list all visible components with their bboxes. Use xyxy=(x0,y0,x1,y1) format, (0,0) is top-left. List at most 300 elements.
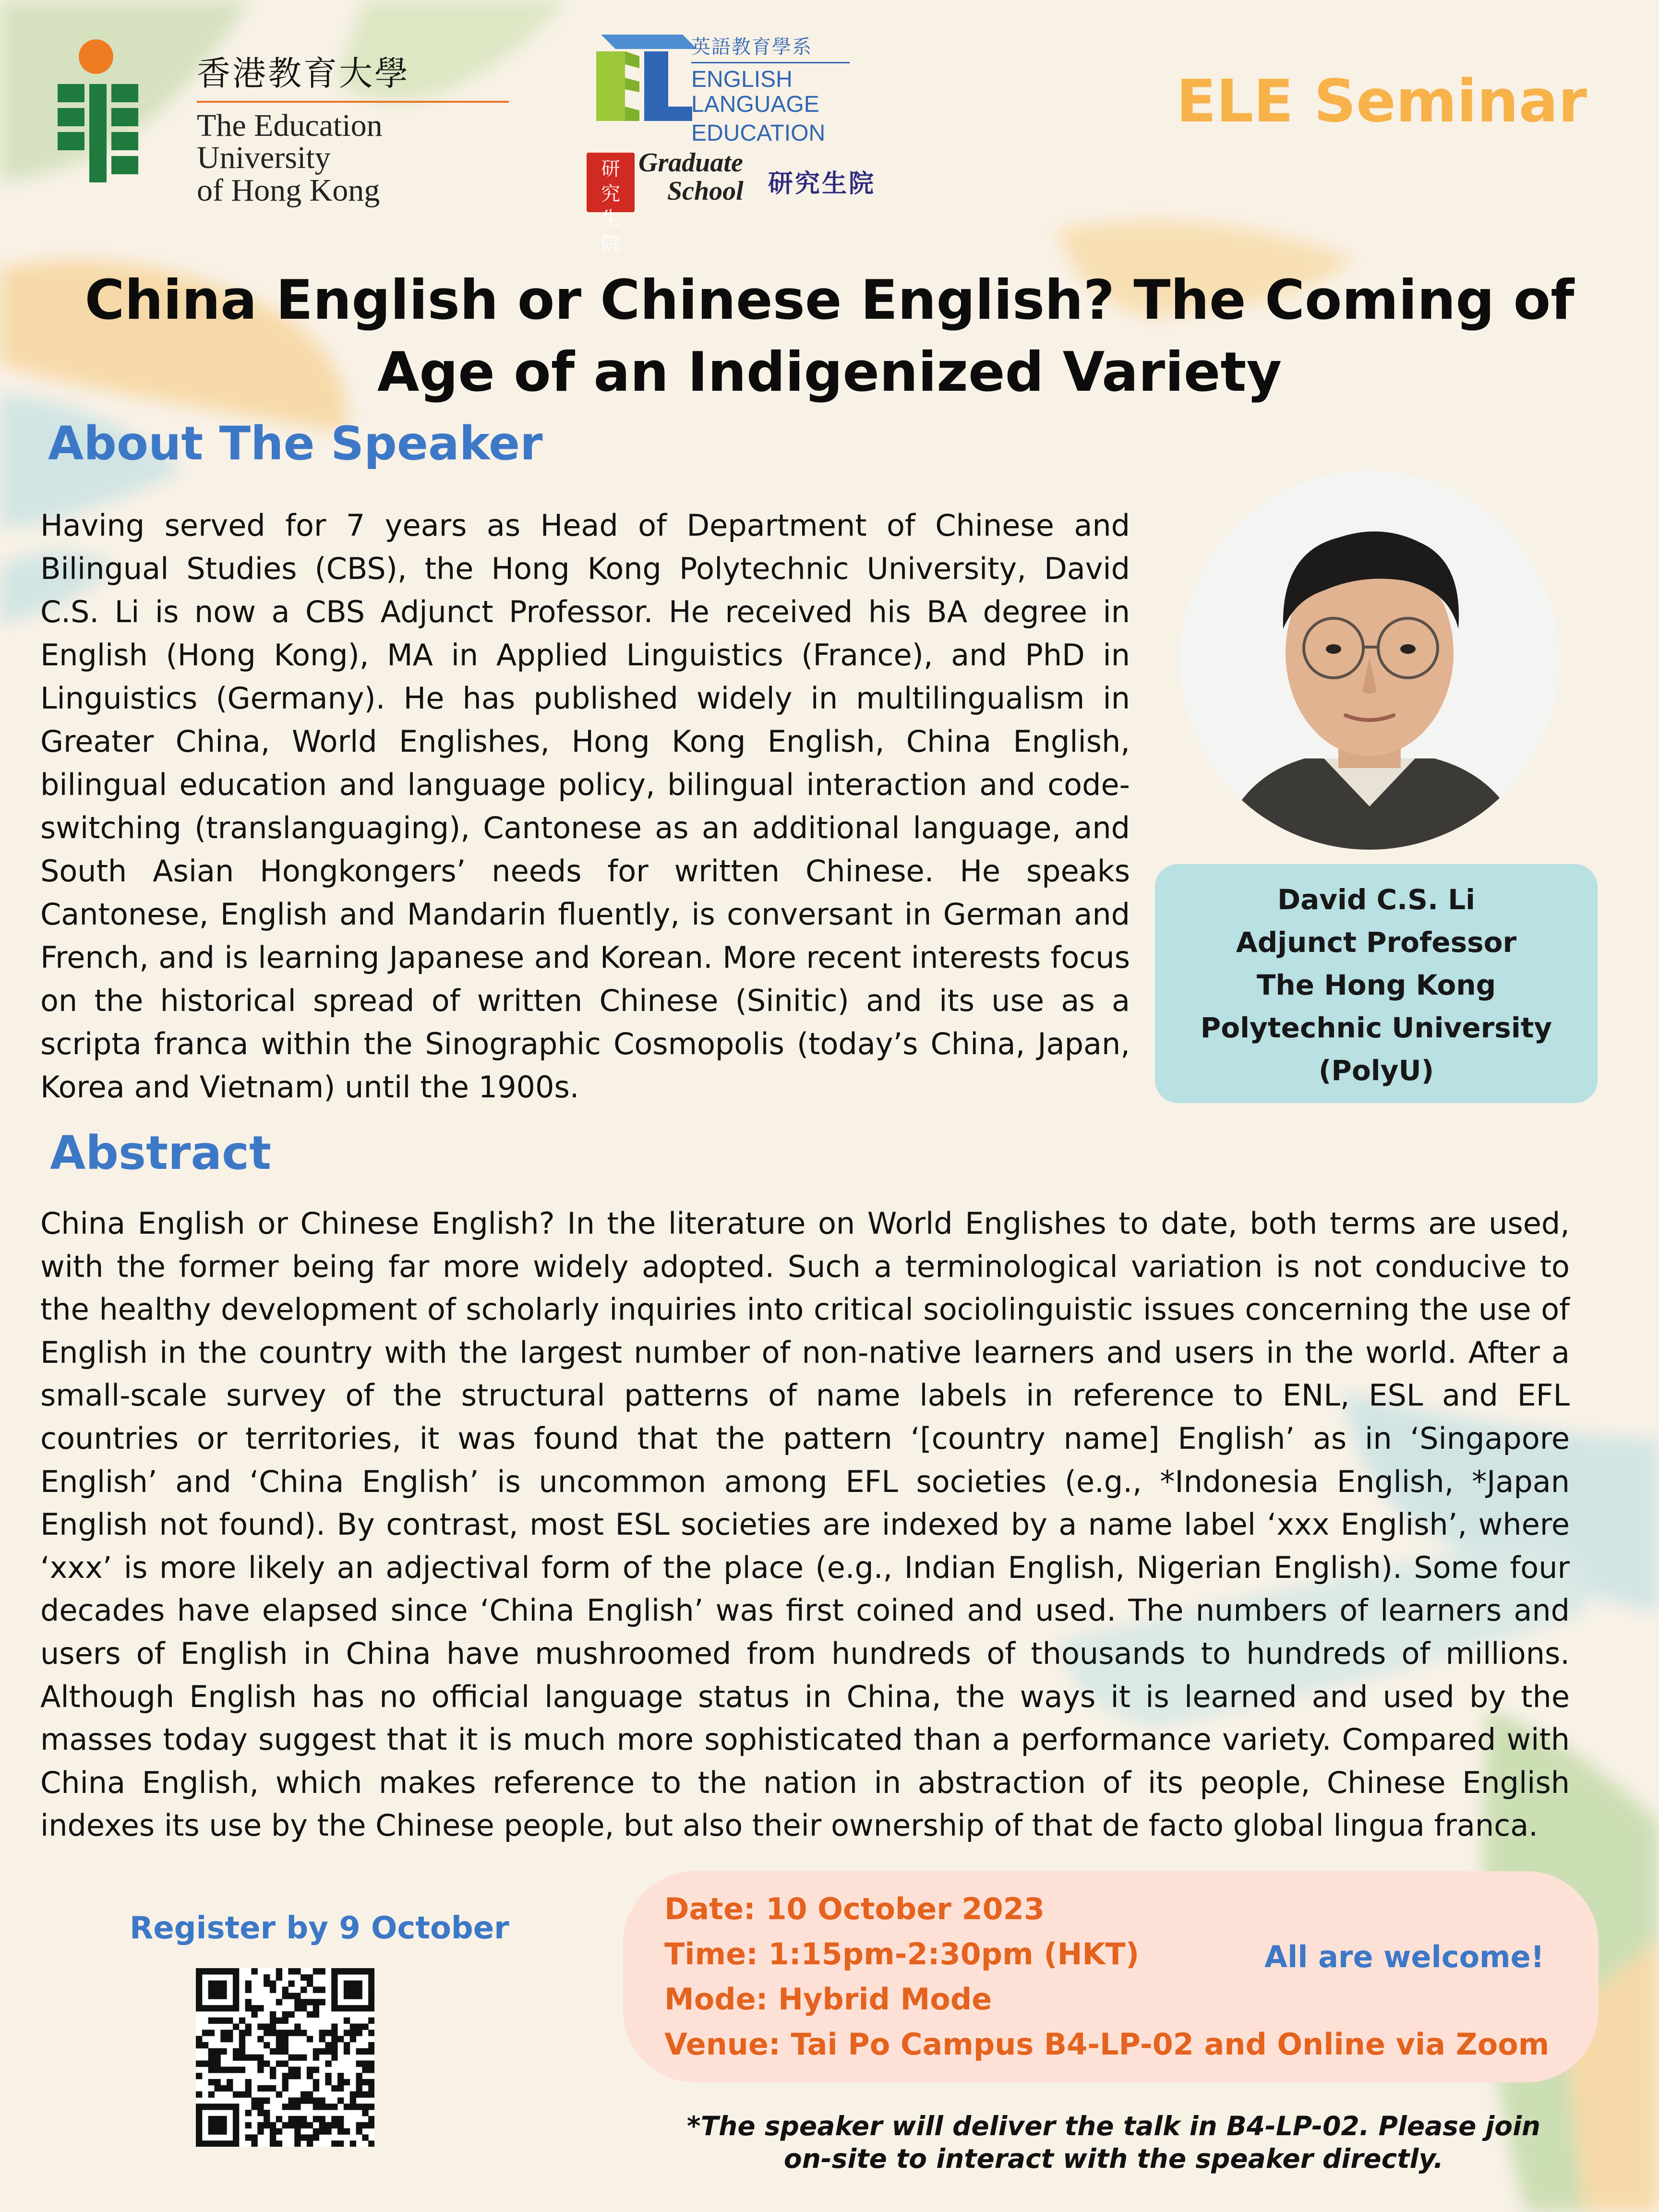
qr-module xyxy=(214,1981,220,1987)
qr-module xyxy=(307,2140,313,2147)
qr-module xyxy=(208,2116,215,2122)
eduhk-name-zh: 香港教育大學 xyxy=(197,54,410,93)
qr-module xyxy=(251,2097,257,2104)
qr-module xyxy=(233,2104,239,2110)
qr-module xyxy=(362,2048,368,2055)
qr-module xyxy=(257,2055,264,2061)
qr-module xyxy=(356,2060,362,2067)
qr-module xyxy=(313,2048,319,2055)
qr-module xyxy=(233,2140,239,2147)
qr-module xyxy=(325,2079,331,2085)
eduhk-name-en-line1: The Education University xyxy=(197,108,383,176)
page-title xyxy=(38,264,1621,408)
qr-module xyxy=(325,2128,331,2135)
qr-module xyxy=(344,2030,350,2036)
qr-module xyxy=(239,2042,245,2048)
qr-module xyxy=(208,2128,215,2135)
qr-module xyxy=(282,2073,289,2079)
qr-module xyxy=(307,2122,313,2128)
qr-module xyxy=(220,2005,227,2011)
qr-module xyxy=(331,2030,337,2036)
qr-module xyxy=(264,2097,270,2104)
qr-module xyxy=(239,2067,245,2073)
qr-module xyxy=(368,2079,374,2085)
qr-module xyxy=(196,2116,202,2122)
qr-module xyxy=(270,1986,276,1993)
qr-module xyxy=(368,1993,374,1999)
qr-module xyxy=(196,2128,202,2135)
qr-module xyxy=(270,2134,276,2140)
qr-module xyxy=(331,1999,337,2005)
qr-module xyxy=(214,2140,220,2147)
qr-module xyxy=(214,2128,220,2135)
qr-module xyxy=(245,2023,252,2030)
qr-module xyxy=(350,1968,356,1974)
qr-module xyxy=(208,2048,215,2055)
qr-module xyxy=(368,2092,374,2098)
qr-module xyxy=(356,2092,362,2098)
qr-module xyxy=(288,1981,294,1987)
qr-module xyxy=(362,1968,368,1974)
qr-module xyxy=(264,2110,270,2116)
qr-module xyxy=(264,2023,270,2030)
qr-module xyxy=(313,1968,319,1974)
qr-module xyxy=(220,2067,227,2073)
graduate-school-seal-icon xyxy=(587,153,635,255)
qr-module xyxy=(294,2140,301,2147)
qr-module xyxy=(196,1968,202,1974)
qr-module xyxy=(233,2067,239,2073)
ele-name-zh: 英語教育學系 xyxy=(691,32,850,63)
qr-module xyxy=(214,2085,220,2092)
qr-module xyxy=(282,2011,289,2018)
qr-module xyxy=(227,2036,233,2042)
qr-module xyxy=(368,2085,374,2092)
qr-module xyxy=(344,2128,350,2135)
qr-module xyxy=(214,2005,220,2011)
qr-module xyxy=(313,2097,319,2104)
qr-module xyxy=(214,2060,220,2067)
qr-module xyxy=(214,2104,220,2110)
qr-module xyxy=(251,2005,257,2011)
qr-module xyxy=(239,2018,245,2024)
qr-module xyxy=(208,2005,215,2011)
speaker-card xyxy=(1155,864,1598,1103)
qr-module xyxy=(227,2018,233,2024)
qr-module xyxy=(356,2104,362,2110)
qr-module xyxy=(282,2060,289,2067)
qr-module xyxy=(196,1974,202,1981)
qr-module xyxy=(350,2036,356,2042)
qr-module xyxy=(276,2128,282,2135)
qr-module xyxy=(220,2018,227,2024)
qr-module xyxy=(282,2079,289,2085)
qr-module xyxy=(264,1974,270,1981)
qr-module xyxy=(214,2048,220,2055)
event-venue: Venue: Tai Po Campus B4-LP-02 and Online via Zoom xyxy=(664,2027,1550,2062)
qr-module xyxy=(301,2030,307,2036)
qr-module xyxy=(239,2055,245,2061)
welcome-message: All are welcome! xyxy=(1264,1939,1544,1974)
qr-module xyxy=(325,2073,331,2079)
qr-module xyxy=(307,2011,313,2018)
qr-module xyxy=(350,1981,356,1987)
title-line-1: China English or Chinese English? The Coming of xyxy=(84,268,1575,332)
qr-module xyxy=(196,2073,202,2079)
qr-module xyxy=(362,2092,368,2098)
qr-module xyxy=(368,1999,374,2005)
eduhk-logo-icon xyxy=(58,38,178,182)
qr-module xyxy=(301,1974,307,1981)
qr-module xyxy=(196,1981,202,1987)
qr-module xyxy=(325,2030,331,2036)
qr-module xyxy=(270,2048,276,2055)
qr-module xyxy=(313,2011,319,2018)
qr-module xyxy=(220,2104,227,2110)
about-speaker-heading: About The Speaker xyxy=(48,417,543,470)
qr-module xyxy=(220,2048,227,2055)
qr-module xyxy=(288,2067,294,2073)
qr-module xyxy=(233,1986,239,1993)
qr-module xyxy=(331,2085,337,2092)
qr-module xyxy=(344,1986,350,1993)
qr-module xyxy=(233,2023,239,2030)
qr-module xyxy=(282,1993,289,1999)
qr-module xyxy=(282,2030,289,2036)
qr-module xyxy=(202,2030,208,2036)
qr-module xyxy=(362,2122,368,2128)
qr-module xyxy=(319,2036,325,2042)
qr-module xyxy=(294,1968,301,1974)
qr-module xyxy=(331,1993,337,1999)
qr-module xyxy=(331,2116,337,2122)
qr-module xyxy=(368,2116,374,2122)
qr-module xyxy=(196,1999,202,2005)
qr-module xyxy=(270,2122,276,2128)
speaker-photo xyxy=(1180,470,1559,850)
qr-module xyxy=(276,2092,282,2098)
qr-module xyxy=(220,1981,227,1987)
qr-module xyxy=(294,2128,301,2135)
qr-module xyxy=(233,2134,239,2140)
qr-module xyxy=(350,2005,356,2011)
qr-module xyxy=(313,2055,319,2061)
qr-module xyxy=(257,2005,264,2011)
qr-module xyxy=(276,2042,282,2048)
qr-module xyxy=(202,2104,208,2110)
qr-module xyxy=(301,2134,307,2140)
qr-module xyxy=(233,2110,239,2116)
qr-module xyxy=(319,2104,325,2110)
qr-module xyxy=(270,2023,276,2030)
eduhk-name-en-line2: of Hong Kong xyxy=(197,172,380,208)
qr-module xyxy=(227,2005,233,2011)
qr-module xyxy=(294,2023,301,2030)
qr-module xyxy=(233,1968,239,1974)
qr-module xyxy=(331,1968,337,1974)
qr-module xyxy=(331,1974,337,1981)
qr-module xyxy=(301,2005,307,2011)
qr-module xyxy=(276,2018,282,2024)
qr-module xyxy=(331,2036,337,2042)
abstract-heading: Abstract xyxy=(50,1126,271,1180)
qr-module xyxy=(276,2036,282,2042)
speaker-position: Adjunct Professor xyxy=(1236,926,1517,959)
qr-module xyxy=(245,2092,252,2098)
qr-module xyxy=(294,2067,301,2073)
qr-module xyxy=(319,2128,325,2135)
qr-module xyxy=(270,2067,276,2073)
qr-module xyxy=(362,2067,368,2073)
qr-module xyxy=(325,2048,331,2055)
qr-module xyxy=(294,2097,301,2104)
qr-module xyxy=(356,2128,362,2135)
qr-module xyxy=(196,2104,202,2110)
qr-module xyxy=(196,1993,202,1999)
qr-module xyxy=(337,2073,344,2079)
registration-qr-code[interactable] xyxy=(196,1968,374,2147)
qr-module xyxy=(208,2079,215,2085)
qr-module xyxy=(325,2042,331,2048)
qr-module xyxy=(319,1999,325,2005)
graduate-school-en-line2: School xyxy=(667,176,744,206)
qr-module xyxy=(202,1968,208,1974)
qr-module xyxy=(239,2092,245,2098)
qr-module xyxy=(239,2036,245,2042)
qr-module xyxy=(227,2067,233,2073)
qr-module xyxy=(276,2116,282,2122)
qr-module xyxy=(220,2036,227,2042)
event-time: Time: 1:15pm-2:30pm (HKT) xyxy=(664,1936,1140,1972)
graduate-school-name-en xyxy=(638,149,744,205)
qr-module xyxy=(350,2140,356,2147)
qr-module xyxy=(196,2140,202,2147)
qr-module xyxy=(264,2085,270,2092)
qr-module xyxy=(313,2085,319,2092)
qr-module xyxy=(368,2104,374,2110)
qr-module xyxy=(220,2140,227,2147)
qr-module xyxy=(239,2030,245,2036)
qr-module xyxy=(270,2140,276,2147)
qr-module xyxy=(270,1981,276,1987)
qr-module xyxy=(264,2060,270,2067)
qr-module xyxy=(208,2104,215,2110)
qr-module xyxy=(282,2018,289,2024)
qr-module xyxy=(337,2122,344,2128)
qr-module xyxy=(294,2005,301,2011)
qr-module xyxy=(257,2036,264,2042)
qr-module xyxy=(208,1986,215,1993)
qr-module xyxy=(239,2048,245,2055)
qr-module xyxy=(233,2116,239,2122)
qr-module xyxy=(208,1968,215,1974)
qr-module xyxy=(350,1986,356,1993)
qr-module xyxy=(313,2067,319,2073)
qr-module xyxy=(196,2134,202,2140)
qr-module xyxy=(257,2128,264,2135)
qr-module xyxy=(264,2122,270,2128)
qr-module xyxy=(233,2092,239,2098)
qr-module xyxy=(257,2067,264,2073)
qr-module xyxy=(251,1968,257,1974)
qr-module xyxy=(356,1968,362,1974)
qr-module xyxy=(245,2085,252,2092)
qr-module xyxy=(331,2055,337,2061)
qr-module xyxy=(214,2122,220,2128)
qr-module xyxy=(356,2005,362,2011)
onsite-note-line1: *The speaker will deliver the talk in B4-LP-02. Please join xyxy=(686,2111,1541,2141)
qr-module xyxy=(257,2060,264,2067)
qr-module xyxy=(282,2036,289,2042)
qr-module xyxy=(202,2060,208,2067)
qr-module xyxy=(294,2030,301,2036)
qr-module xyxy=(251,2011,257,2018)
qr-module xyxy=(368,1974,374,1981)
qr-module xyxy=(208,2018,215,2024)
qr-module xyxy=(208,1993,215,1999)
qr-module xyxy=(325,2104,331,2110)
qr-module xyxy=(313,2005,319,2011)
qr-module xyxy=(331,2048,337,2055)
speaker-bio: Having served for 7 years as Head of Department of Chinese and Bilingual Studies (CBS), the Hong Kong Polytechnic University, David C.S. Li is now a CBS Adjunct Professor. He received his BA degree in English (Hong Kong), MA in Applied Linguistics (France), and PhD in Linguistics (Germany). He has published widely in multilingualism in Greater China, World Englishes, Hong Kong English, China English, bilingual education and language policy, bilingual interaction and code-switching (translanguaging), Cantonese as an additional language, and South Asian Hongkongers’ needs for written Chinese. He speaks Cantonese, English and Mandarin fluently, is conversant in German and French, and is learning Japanese and Korean. More recent interests focus on the historical spread of written Chinese (Sinitic) and its use as a scripta franca within the Sinographic Cosmopolis (today’s China, Japan, Korea and Vietnam) until the 1900s. xyxy=(40,508,1130,1105)
qr-module xyxy=(288,1993,294,1999)
qr-module xyxy=(245,2030,252,2036)
qr-module xyxy=(331,2104,337,2110)
qr-module xyxy=(276,2030,282,2036)
qr-module xyxy=(331,2122,337,2128)
qr-module xyxy=(202,2140,208,2147)
qr-module xyxy=(214,2067,220,2073)
qr-module xyxy=(270,2073,276,2079)
qr-module xyxy=(350,1993,356,1999)
qr-module xyxy=(196,2042,202,2048)
qr-module xyxy=(344,1981,350,1987)
qr-module xyxy=(233,1981,239,1987)
qr-module xyxy=(344,2005,350,2011)
qr-module xyxy=(220,1986,227,1993)
qr-module xyxy=(288,2030,294,2036)
qr-module xyxy=(313,2134,319,2140)
qr-module xyxy=(356,2085,362,2092)
qr-module xyxy=(350,2030,356,2036)
qr-module xyxy=(270,2011,276,2018)
qr-module xyxy=(344,2018,350,2024)
qr-module xyxy=(307,2134,313,2140)
qr-module xyxy=(350,2097,356,2104)
qr-module xyxy=(362,2110,368,2116)
qr-module xyxy=(214,1968,220,1974)
qr-module xyxy=(368,2060,374,2067)
qr-module xyxy=(196,2110,202,2116)
qr-module xyxy=(350,2104,356,2110)
qr-module xyxy=(214,1986,220,1993)
qr-module xyxy=(319,1968,325,1974)
qr-module xyxy=(337,2128,344,2135)
qr-module xyxy=(331,1986,337,1993)
qr-module xyxy=(356,2079,362,2085)
qr-module xyxy=(270,2018,276,2024)
register-deadline: Register by 9 October xyxy=(130,1911,509,1946)
qr-module xyxy=(245,1999,252,2005)
qr-module xyxy=(362,2104,368,2110)
qr-module xyxy=(337,2140,344,2147)
qr-module xyxy=(325,2122,331,2128)
qr-module xyxy=(301,2116,307,2122)
event-details xyxy=(664,1887,1549,2067)
ele-logo-text xyxy=(691,32,926,145)
qr-module xyxy=(313,2079,319,2085)
qr-module xyxy=(220,2122,227,2128)
qr-module xyxy=(233,1993,239,1999)
seminar-badge: ELE Seminar xyxy=(1176,67,1587,135)
qr-module xyxy=(288,2116,294,2122)
qr-module xyxy=(270,2030,276,2036)
qr-module xyxy=(251,2140,257,2147)
qr-module xyxy=(319,1986,325,1993)
qr-module xyxy=(208,2030,215,2036)
qr-module xyxy=(276,2060,282,2067)
qr-module xyxy=(337,2097,344,2104)
qr-module xyxy=(362,2005,368,2011)
qr-module xyxy=(344,2079,350,2085)
graduate-school-en-line1: Graduate xyxy=(638,148,743,178)
qr-module xyxy=(301,2092,307,2098)
eduhk-logo-text xyxy=(197,54,514,208)
qr-module xyxy=(307,1974,313,1981)
qr-module xyxy=(196,2122,202,2128)
qr-module xyxy=(337,2079,344,2085)
qr-module xyxy=(233,1999,239,2005)
qr-module xyxy=(307,2067,313,2073)
qr-module xyxy=(227,2030,233,2036)
qr-module xyxy=(356,2048,362,2055)
abstract-text: China English or Chinese English? In the literature on World Englishes to date, both terms are used, with the former being far more widely adopted. Such a terminological variation is not conducive to the healthy development of scholarly inquiries into critical sociolinguistic issues concerning the use of English in the country with the largest number of non-native learners and users in the world. After a small-scale survey of the structural patterns of name labels in reference to ENL, ESL and EFL countries or territories, it was found that the pattern ‘[country name] English’ as in ‘Singapore English’ and ‘China English’ is uncommon among EFL societies (e.g., *Indonesia English, *Japan English not found). By contrast, most ESL societies are indexed by a name label ‘xxx English’, where ‘xxx’ is more likely an adjectival form of the place (e.g., Indian English, Nigerian English). Some four decades have elapsed since ‘China English’ was first coined and used. The numbers of learners and users of English in China have mushroomed from hundreds of thousands to hundreds of millions. Although English has no official language status in China, the ways it is learned and used by the masses today suggest that it is much more sophisticated than a performance variety. Compared with China English, which makes reference to the nation in abstraction of its people, Chinese English indexes its use by the Chinese people, but also their ownership of that de facto global lingua franca. xyxy=(40,1206,1570,1843)
qr-module xyxy=(337,2005,344,2011)
qr-module xyxy=(368,1981,374,1987)
qr-module xyxy=(220,1968,227,1974)
qr-module xyxy=(245,2110,252,2116)
qr-module xyxy=(294,1993,301,1999)
qr-module xyxy=(257,2097,264,2104)
qr-module xyxy=(257,2122,264,2128)
qr-module xyxy=(245,2134,252,2140)
qr-module xyxy=(276,2048,282,2055)
qr-module xyxy=(257,2104,264,2110)
ele-name-en-line1: ENGLISH LANGUAGE xyxy=(691,67,819,117)
qr-module xyxy=(245,1981,252,1987)
qr-module xyxy=(356,1993,362,1999)
qr-module xyxy=(233,1974,239,1981)
qr-module xyxy=(257,2110,264,2116)
qr-module xyxy=(214,2116,220,2122)
qr-module xyxy=(220,2030,227,2036)
qr-module xyxy=(319,2116,325,2122)
qr-module xyxy=(301,2097,307,2104)
qr-module xyxy=(214,2055,220,2061)
qr-module xyxy=(294,2134,301,2140)
qr-module xyxy=(307,1981,313,1987)
qr-module xyxy=(276,2140,282,2147)
qr-module xyxy=(288,2055,294,2061)
speaker-name: David C.S. Li xyxy=(1277,883,1476,916)
qr-module xyxy=(233,2055,239,2061)
qr-module xyxy=(331,2023,337,2030)
onsite-note-line2: on-site to interact with the speaker directly. xyxy=(783,2143,1444,2174)
qr-module xyxy=(301,2055,307,2061)
qr-module xyxy=(251,2055,257,2061)
qr-module xyxy=(196,2036,202,2042)
ele-name-en-line2: EDUCATION xyxy=(691,120,826,146)
